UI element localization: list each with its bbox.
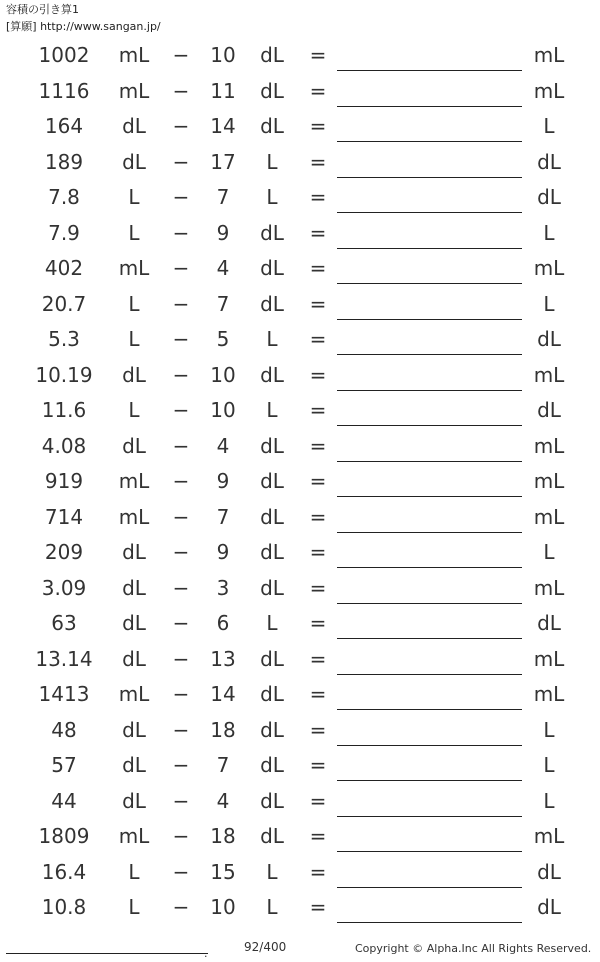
- page-number: 92/400: [244, 940, 287, 954]
- subtrahend: 4: [216, 788, 230, 813]
- problem-row: [0, 287, 600, 323]
- problem-row: [0, 890, 600, 926]
- problem-row: [0, 642, 600, 678]
- subtrahend-unit: L: [266, 611, 278, 635]
- minuend-unit: dL: [122, 362, 146, 387]
- copyright-notice: Copyright © Alpha.Inc All Rights Reserved.: [355, 942, 592, 955]
- subtrahend: 10: [210, 398, 236, 422]
- minus-sign: −: [172, 682, 190, 706]
- minuend: 48: [51, 717, 77, 742]
- minuend: 57: [51, 753, 77, 777]
- minuend-unit: dL: [122, 433, 146, 458]
- equals-sign: =: [309, 504, 327, 529]
- minuend-unit: L: [128, 291, 140, 316]
- answer-blank[interactable]: [337, 461, 522, 462]
- answer-blank[interactable]: [337, 354, 522, 355]
- answer-unit: dL: [537, 149, 561, 174]
- minus-sign: −: [172, 327, 190, 351]
- answer-blank[interactable]: [337, 425, 522, 426]
- minus-sign: −: [172, 504, 190, 529]
- minuend: 1413: [38, 682, 90, 706]
- minuend: 3.09: [41, 575, 87, 600]
- equals-sign: =: [309, 327, 327, 351]
- equals-sign: =: [309, 717, 327, 742]
- problem-row: [0, 393, 600, 429]
- subtrahend-unit: dL: [260, 220, 284, 245]
- minuend-unit: mL: [118, 504, 150, 529]
- answer-unit: mL: [533, 362, 565, 387]
- equals-sign: =: [309, 433, 327, 458]
- equals-sign: =: [309, 362, 327, 387]
- answer-unit: mL: [533, 43, 565, 67]
- minuend: 11.6: [41, 398, 87, 422]
- equals-sign: =: [309, 220, 327, 245]
- problem-list: [0, 38, 600, 926]
- minus-sign: −: [172, 540, 190, 564]
- minuend: 402: [44, 256, 84, 280]
- subtrahend: 7: [216, 291, 230, 316]
- answer-blank[interactable]: [337, 532, 522, 533]
- minuend: 189: [44, 149, 84, 174]
- minuend-unit: L: [128, 220, 140, 245]
- minus-sign: −: [172, 78, 190, 103]
- subtrahend-unit: dL: [260, 753, 284, 777]
- minus-sign: −: [172, 185, 190, 209]
- minus-sign: −: [172, 859, 190, 884]
- minuend: 209: [44, 540, 84, 564]
- equals-sign: =: [309, 114, 327, 138]
- subtrahend-unit: L: [266, 327, 278, 351]
- answer-blank[interactable]: [337, 851, 522, 852]
- equals-sign: =: [309, 469, 327, 493]
- answer-unit: L: [543, 291, 555, 316]
- minuend-unit: mL: [118, 469, 150, 493]
- minuend: 10.19: [35, 362, 93, 387]
- answer-unit: mL: [533, 78, 565, 103]
- minuend: 919: [44, 469, 84, 493]
- subtrahend-unit: dL: [260, 788, 284, 813]
- minus-sign: −: [172, 149, 190, 174]
- minuend: 13.14: [35, 646, 93, 671]
- minuend-unit: mL: [118, 682, 150, 706]
- problem-row: [0, 38, 600, 74]
- answer-unit: mL: [533, 256, 565, 280]
- subtrahend: 6: [216, 611, 230, 635]
- answer-blank[interactable]: [337, 674, 522, 675]
- answer-blank[interactable]: [337, 780, 522, 781]
- subtrahend: 4: [216, 433, 230, 458]
- minuend: 1002: [38, 43, 90, 67]
- minuend: 4.08: [41, 433, 87, 458]
- minuend: 164: [44, 114, 84, 138]
- answer-unit: mL: [533, 504, 565, 529]
- minuend-unit: dL: [122, 575, 146, 600]
- minuend: 20.7: [41, 291, 87, 316]
- minus-sign: −: [172, 753, 190, 777]
- problem-row: [0, 500, 600, 536]
- minuend-unit: dL: [122, 149, 146, 174]
- answer-blank[interactable]: [337, 390, 522, 391]
- minus-sign: −: [172, 220, 190, 245]
- answer-unit: mL: [533, 682, 565, 706]
- answer-blank[interactable]: [337, 922, 522, 923]
- answer-blank[interactable]: [337, 106, 522, 107]
- problem-row: [0, 322, 600, 358]
- equals-sign: =: [309, 185, 327, 209]
- problem-row: [0, 748, 600, 784]
- minus-sign: −: [172, 646, 190, 671]
- subtrahend-unit: L: [266, 859, 278, 884]
- minuend-unit: L: [128, 398, 140, 422]
- minuend: 1809: [38, 824, 90, 848]
- minuend: 7.8: [48, 185, 80, 209]
- minuend: 714: [44, 504, 84, 529]
- answer-unit: L: [543, 114, 555, 138]
- equals-sign: =: [309, 291, 327, 316]
- answer-blank[interactable]: [337, 177, 522, 178]
- subtrahend: 13: [210, 646, 236, 671]
- subtrahend: 14: [210, 682, 236, 706]
- worksheet-source: [算願] http://www.sangan.jp/: [6, 20, 161, 33]
- minus-sign: −: [172, 256, 190, 280]
- minus-sign: −: [172, 824, 190, 848]
- answer-unit: dL: [537, 895, 561, 919]
- minuend-unit: dL: [122, 611, 146, 635]
- minuend: 63: [51, 611, 77, 635]
- minuend-unit: L: [128, 185, 140, 209]
- answer-blank[interactable]: [337, 283, 522, 284]
- subtrahend: 9: [216, 220, 230, 245]
- answer-blank[interactable]: [337, 248, 522, 249]
- subtrahend-unit: dL: [260, 540, 284, 564]
- minuend: 5.3: [48, 327, 80, 351]
- subtrahend: 9: [216, 469, 230, 493]
- minuend-unit: dL: [122, 753, 146, 777]
- answer-blank[interactable]: [337, 212, 522, 213]
- answer-blank[interactable]: [337, 745, 522, 746]
- subtrahend: 10: [210, 895, 236, 919]
- equals-sign: =: [309, 611, 327, 635]
- minuend-unit: L: [128, 859, 140, 884]
- problem-row: [0, 429, 600, 465]
- answer-blank[interactable]: [337, 319, 522, 320]
- subtrahend-unit: dL: [260, 575, 284, 600]
- problem-row: [0, 677, 600, 713]
- subtrahend-unit: dL: [260, 682, 284, 706]
- subtrahend: 18: [210, 824, 236, 848]
- subtrahend: 4: [216, 256, 230, 280]
- answer-unit: mL: [533, 469, 565, 493]
- answer-unit: L: [543, 717, 555, 742]
- minuend-unit: dL: [122, 540, 146, 564]
- answer-blank[interactable]: [337, 816, 522, 817]
- equals-sign: =: [309, 540, 327, 564]
- answer-blank[interactable]: [337, 496, 522, 497]
- answer-unit: mL: [533, 433, 565, 458]
- minuend-unit: dL: [122, 788, 146, 813]
- subtrahend: 18: [210, 717, 236, 742]
- subtrahend: 15: [210, 859, 236, 884]
- equals-sign: =: [309, 398, 327, 422]
- subtrahend-unit: L: [266, 398, 278, 422]
- subtrahend-unit: dL: [260, 114, 284, 138]
- problem-row: [0, 180, 600, 216]
- subtrahend-unit: dL: [260, 469, 284, 493]
- minus-sign: −: [172, 114, 190, 138]
- minuend-unit: L: [128, 895, 140, 919]
- minus-sign: −: [172, 291, 190, 316]
- minuend: 16.4: [41, 859, 87, 884]
- answer-blank[interactable]: [337, 638, 522, 639]
- subtrahend: 11: [210, 78, 236, 103]
- answer-blank[interactable]: [337, 567, 522, 568]
- subtrahend-unit: dL: [260, 43, 284, 67]
- subtrahend-unit: L: [266, 149, 278, 174]
- problem-row: [0, 855, 600, 891]
- minuend: 7.9: [48, 220, 80, 245]
- equals-sign: =: [309, 682, 327, 706]
- worksheet-title: 容積の引き算1: [6, 3, 79, 16]
- subtrahend: 7: [216, 753, 230, 777]
- subtrahend-unit: L: [266, 185, 278, 209]
- answer-blank[interactable]: [337, 603, 522, 604]
- minus-sign: −: [172, 469, 190, 493]
- equals-sign: =: [309, 753, 327, 777]
- answer-unit: L: [543, 753, 555, 777]
- problem-row: [0, 358, 600, 394]
- problem-row: [0, 784, 600, 820]
- minuend-unit: mL: [118, 256, 150, 280]
- answer-unit: L: [543, 220, 555, 245]
- problem-row: [0, 464, 600, 500]
- subtrahend-unit: dL: [260, 291, 284, 316]
- problem-row: [0, 535, 600, 571]
- minus-sign: −: [172, 788, 190, 813]
- subtrahend: 7: [216, 185, 230, 209]
- footer-dot: .: [204, 947, 208, 960]
- name-line: [6, 953, 208, 954]
- subtrahend-unit: dL: [260, 504, 284, 529]
- minus-sign: −: [172, 611, 190, 635]
- equals-sign: =: [309, 646, 327, 671]
- subtrahend: 14: [210, 114, 236, 138]
- answer-unit: mL: [533, 646, 565, 671]
- answer-unit: mL: [533, 824, 565, 848]
- problem-row: [0, 216, 600, 252]
- subtrahend: 3: [216, 575, 230, 600]
- answer-blank[interactable]: [337, 70, 522, 71]
- equals-sign: =: [309, 824, 327, 848]
- minus-sign: −: [172, 43, 190, 67]
- minus-sign: −: [172, 398, 190, 422]
- subtrahend-unit: dL: [260, 824, 284, 848]
- subtrahend-unit: dL: [260, 433, 284, 458]
- subtrahend-unit: dL: [260, 646, 284, 671]
- answer-blank[interactable]: [337, 887, 522, 888]
- equals-sign: =: [309, 895, 327, 919]
- subtrahend-unit: L: [266, 895, 278, 919]
- answer-blank[interactable]: [337, 709, 522, 710]
- subtrahend: 9: [216, 540, 230, 564]
- minuend-unit: mL: [118, 824, 150, 848]
- minus-sign: −: [172, 575, 190, 600]
- equals-sign: =: [309, 575, 327, 600]
- answer-unit: dL: [537, 611, 561, 635]
- minus-sign: −: [172, 895, 190, 919]
- minuend-unit: dL: [122, 114, 146, 138]
- answer-blank[interactable]: [337, 141, 522, 142]
- answer-unit: dL: [537, 185, 561, 209]
- subtrahend: 7: [216, 504, 230, 529]
- problem-row: [0, 109, 600, 145]
- problem-row: [0, 819, 600, 855]
- minuend-unit: dL: [122, 646, 146, 671]
- minuend: 44: [51, 788, 77, 813]
- equals-sign: =: [309, 43, 327, 67]
- subtrahend-unit: dL: [260, 362, 284, 387]
- minuend: 10.8: [41, 895, 87, 919]
- problem-row: [0, 571, 600, 607]
- subtrahend: 10: [210, 43, 236, 67]
- problem-row: [0, 74, 600, 110]
- problem-row: [0, 713, 600, 749]
- minuend-unit: mL: [118, 43, 150, 67]
- equals-sign: =: [309, 788, 327, 813]
- subtrahend: 5: [216, 327, 230, 351]
- minuend-unit: L: [128, 327, 140, 351]
- problem-row: [0, 251, 600, 287]
- subtrahend-unit: dL: [260, 78, 284, 103]
- subtrahend-unit: dL: [260, 717, 284, 742]
- equals-sign: =: [309, 256, 327, 280]
- answer-unit: L: [543, 788, 555, 813]
- equals-sign: =: [309, 859, 327, 884]
- minuend: 1116: [38, 78, 90, 103]
- minus-sign: −: [172, 433, 190, 458]
- subtrahend: 17: [210, 149, 236, 174]
- answer-unit: dL: [537, 859, 561, 884]
- answer-unit: L: [543, 540, 555, 564]
- minus-sign: −: [172, 362, 190, 387]
- minuend-unit: dL: [122, 717, 146, 742]
- problem-row: [0, 145, 600, 181]
- subtrahend: 10: [210, 362, 236, 387]
- minuend-unit: mL: [118, 78, 150, 103]
- answer-unit: dL: [537, 398, 561, 422]
- answer-unit: dL: [537, 327, 561, 351]
- subtrahend-unit: dL: [260, 256, 284, 280]
- minus-sign: −: [172, 717, 190, 742]
- equals-sign: =: [309, 149, 327, 174]
- equals-sign: =: [309, 78, 327, 103]
- problem-row: [0, 606, 600, 642]
- answer-unit: mL: [533, 575, 565, 600]
